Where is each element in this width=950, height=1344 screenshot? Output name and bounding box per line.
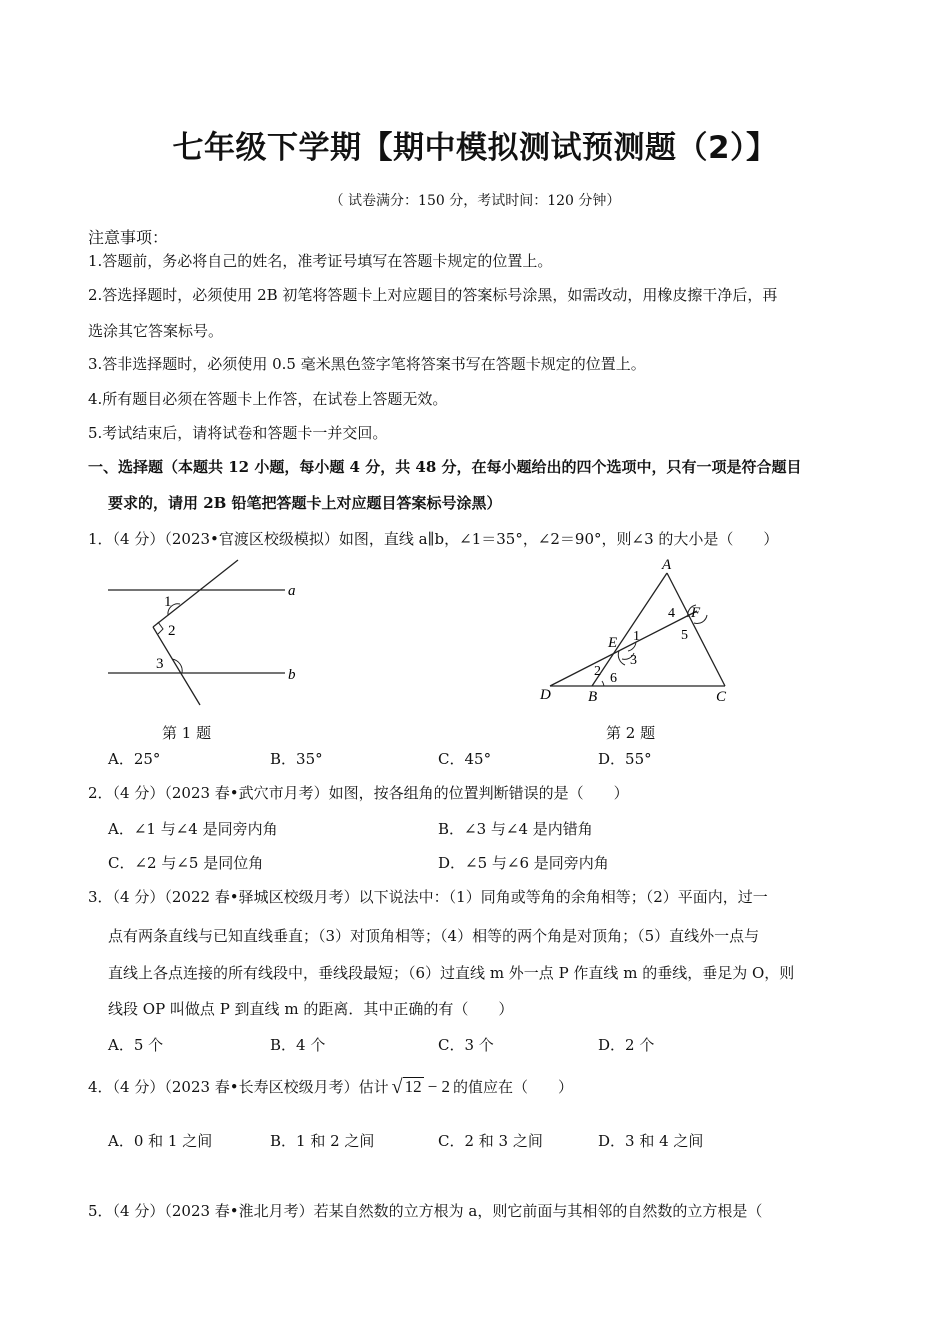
radical-sign-icon: √	[391, 1075, 403, 1098]
label-vertex-F: F	[691, 605, 701, 621]
label-angle-1: 1	[164, 594, 172, 610]
q1-option-c: C．45°	[438, 750, 492, 768]
label-vertex-D: D	[540, 687, 551, 703]
question-5-stem: 5．（4 分）（2023 春•淮北月考）若某自然数的立方根为 a，则它前面与其相邻的自然数的立方根是（	[88, 1202, 763, 1220]
sqrt-expression	[392, 1077, 450, 1097]
q2-option-a: A．∠1 与∠4 是同旁内角	[108, 820, 278, 838]
q3-option-b: B．4 个	[270, 1036, 326, 1054]
q3-option-a: A．5 个	[108, 1036, 164, 1054]
q3-option-d: D．2 个	[598, 1036, 655, 1054]
figure-2-caption: 第 2 题	[606, 724, 656, 742]
radicand: 12	[404, 1076, 422, 1096]
exam-info: （ 试卷满分：150 分，考试时间：120 分钟）	[329, 193, 621, 209]
figure-2-triangle	[530, 555, 745, 710]
section-heading: 一、选择题（本题共 12 小题，每小题 4 分，共 48 分，在每小题给出的四个选项中，只有一项是符合题目	[88, 458, 802, 476]
q1-option-a: A．25°	[108, 750, 161, 768]
label-vertex-A: A	[662, 557, 672, 573]
q4-option-a: A．0 和 1 之间	[108, 1132, 213, 1150]
notice-item: 5.考试结束后，请将试卷和答题卡一并交回。	[88, 424, 388, 442]
minus-term: − 2	[427, 1076, 450, 1096]
label-line-b: b	[288, 667, 296, 683]
label-vertex-E: E	[608, 635, 618, 651]
label-line-a: a	[288, 583, 296, 599]
label-n2: 2	[594, 664, 601, 679]
label-n1: 1	[633, 629, 640, 644]
label-vertex-C: C	[716, 689, 727, 705]
q4-option-b: B．1 和 2 之间	[270, 1132, 375, 1150]
q2-option-d: D．∠5 与∠6 是同旁内角	[438, 854, 609, 872]
notice-item: 4.所有题目必须在答题卡上作答，在试卷上答题无效。	[88, 390, 448, 408]
q2-option-b: B．∠3 与∠4 是内错角	[438, 820, 593, 838]
notice-item: 选涂其它答案标号。	[88, 322, 224, 340]
figure-1-parallel-lines	[100, 555, 310, 715]
question-2-stem: 2．（4 分）（2023 春•武穴市月考）如图，按各组角的位置判断错误的是（ ）	[88, 784, 629, 802]
q3-option-c: C．3 个	[438, 1036, 494, 1054]
q4-stem-pre: 4．（4 分）（2023 春•长寿区校级月考）估计	[88, 1078, 389, 1096]
label-vertex-B: B	[588, 689, 598, 705]
question-4-stem	[88, 1076, 573, 1097]
notice-item: 3.答非选择题时，必须使用 0.5 毫米黑色签字笔将答案书写在答题卡规定的位置上。	[88, 355, 646, 373]
q1-option-b: B．35°	[270, 750, 323, 768]
question-1-stem: 1．（4 分）（2023•官渡区校级模拟）如图，直线 a∥b，∠1＝35°，∠2＝90°，则∠3 的大小是（ ）	[88, 530, 779, 548]
question-3-stem-line: 3．（4 分）（2022 春•驿城区校级月考）以下说法中：（1）同角或等角的余角相等；（2）平面内，过一	[88, 888, 768, 906]
q1-option-d: D．55°	[598, 750, 652, 768]
label-n3: 3	[630, 653, 637, 668]
label-n5: 5	[681, 628, 688, 643]
q2-option-c: C．∠2 与∠5 是同位角	[108, 854, 264, 872]
q4-stem-post: 的值应在（ ）	[452, 1078, 573, 1096]
label-n4: 4	[668, 606, 675, 621]
q4-option-c: C．2 和 3 之间	[438, 1132, 543, 1150]
label-n6: 6	[610, 671, 617, 686]
label-angle-3: 3	[156, 656, 164, 672]
question-3-stem-line: 线段 OP 叫做点 P 到直线 m 的距离．其中正确的有（ ）	[108, 1000, 514, 1018]
notice-item: 1.答题前，务必将自己的姓名，准考证号填写在答题卡规定的位置上。	[88, 252, 553, 270]
question-3-stem-line: 直线上各点连接的所有线段中，垂线段最短；（6）过直线 m 外一点 P 作直线 m 的垂线，垂足为 O，则	[108, 964, 795, 982]
figure-1-caption: 第 1 题	[162, 724, 212, 742]
section-heading-cont: 要求的，请用 2B 铅笔把答题卡上对应题目答案标号涂黑）	[108, 494, 502, 512]
page-title: 七年级下学期【期中模拟测试预测题（2）】	[172, 130, 778, 166]
notice-heading: 注意事项：	[88, 228, 169, 247]
question-3-stem-line: 点有两条直线与已知直线垂直；（3）对顶角相等；（4）相等的两个角是对顶角；（5）直线外一点与	[108, 927, 760, 945]
notice-item: 2.答选择题时，必须使用 2B 初笔将答题卡上对应题目的答案标号涂黑，如需改动，用橡皮擦干净后，再	[88, 286, 778, 304]
label-angle-2: 2	[168, 623, 176, 639]
q4-option-d: D．3 和 4 之间	[598, 1132, 704, 1150]
